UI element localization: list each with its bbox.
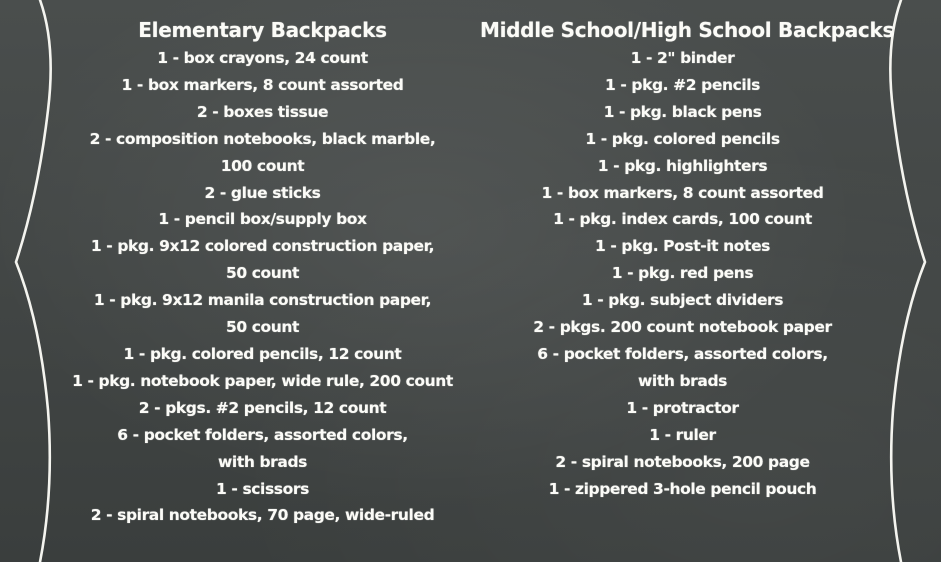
list-item-line: 1 - pkg. index cards, 100 count — [553, 210, 812, 229]
left-bracket — [16, 0, 51, 562]
list-item — [480, 180, 885, 207]
list-item — [50, 368, 475, 395]
list-item — [480, 72, 885, 99]
list-item-line: 2 - boxes tissue — [196, 102, 329, 121]
list-item — [480, 287, 885, 314]
list-item — [50, 341, 475, 368]
list-item-line: 6 - pocket folders, assorted colors, — [537, 344, 828, 363]
list-item-line: 1 - pkg. red pens — [611, 264, 754, 283]
list-item-line: 1 - pkg. black pens — [603, 102, 762, 121]
list-item — [480, 314, 885, 341]
middle-high-column — [480, 15, 895, 502]
list-item-line: 1 - pkg. subject dividers — [581, 291, 784, 310]
list-item-line: 1 - box crayons, 24 count — [157, 49, 368, 67]
list-item-line: 1 - pkg. Post-it notes — [594, 237, 771, 256]
list-item-line: 50 count — [225, 318, 300, 337]
elementary-column — [50, 15, 475, 529]
list-item — [50, 72, 475, 99]
list-item — [480, 449, 885, 476]
list-item-line: 50 count — [225, 264, 300, 283]
list-item-line: 2 - glue sticks — [204, 183, 321, 202]
middle-high-list — [480, 45, 885, 502]
list-item-line: 1 - pencil box/supply box — [158, 210, 367, 229]
list-item — [50, 287, 475, 341]
list-item-line: 1 - ruler — [649, 425, 716, 444]
middle-high-title: Middle School/High School Backpacks — [480, 18, 895, 42]
list-item — [50, 45, 475, 72]
list-item-line: 1 - pkg. 9x12 colored construction paper, — [90, 237, 435, 256]
list-item — [50, 502, 475, 529]
list-item-line: with brads — [218, 452, 307, 471]
elementary-title: Elementary Backpacks — [138, 18, 387, 42]
list-item-line: with brads — [638, 371, 727, 390]
elementary-list — [50, 45, 475, 529]
list-item — [50, 206, 475, 233]
list-item — [50, 233, 475, 287]
list-item — [480, 45, 885, 72]
list-item-line: 2 - pkgs. 200 count notebook paper — [533, 318, 832, 337]
list-item-line: 1 - protractor — [626, 398, 739, 417]
list-item-line: 1 - zippered 3-hole pencil pouch — [548, 479, 817, 498]
list-item — [50, 99, 475, 126]
list-item-line: 1 - pkg. 9x12 manila construction paper, — [93, 291, 432, 310]
list-item-line: 6 - pocket folders, assorted colors, — [117, 425, 408, 444]
list-item — [480, 233, 885, 260]
list-item-line: 2 - composition notebooks, black marble, — [89, 129, 436, 148]
list-item — [50, 476, 475, 503]
list-item — [50, 422, 475, 476]
list-item-line: 2 - spiral notebooks, 70 page, wide-ruled — [90, 506, 435, 525]
list-item — [480, 206, 885, 233]
list-item — [50, 126, 475, 180]
list-item — [50, 395, 475, 422]
list-item — [480, 153, 885, 180]
list-item-line: 2 - spiral notebooks, 200 page — [555, 452, 810, 471]
list-item — [480, 395, 885, 422]
list-item-line: 1 - pkg. colored pencils — [585, 129, 780, 148]
list-item — [480, 422, 885, 449]
list-item — [480, 260, 885, 287]
list-item — [480, 476, 885, 503]
list-item — [480, 341, 885, 395]
list-item-line: 2 - pkgs. #2 pencils, 12 count — [138, 398, 387, 417]
list-item-line: 1 - pkg. #2 pencils — [604, 75, 761, 94]
list-item — [480, 99, 885, 126]
list-item-line: 1 - box markers, 8 count assorted — [121, 75, 404, 94]
list-item-line: 1 - pkg. notebook paper, wide rule, 200 count — [72, 371, 453, 390]
right-bracket — [890, 0, 925, 562]
list-item-line: 1 - 2" binder — [630, 49, 735, 67]
list-item-line: 1 - pkg. highlighters — [597, 156, 768, 175]
list-item-line: 100 count — [220, 156, 305, 175]
list-item — [480, 126, 885, 153]
list-item-line: 1 - box markers, 8 count assorted — [541, 183, 824, 202]
list-item-line: 1 - pkg. colored pencils, 12 count — [123, 344, 402, 363]
list-item-line: 1 - scissors — [216, 479, 309, 498]
list-item — [50, 180, 475, 207]
